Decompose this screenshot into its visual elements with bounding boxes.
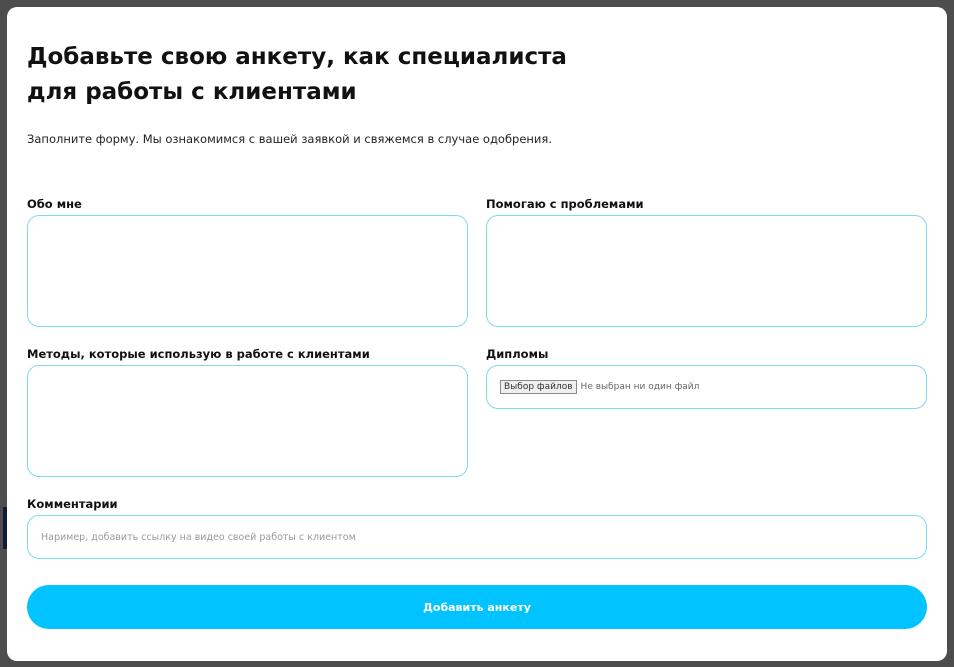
comments-input[interactable] xyxy=(27,515,927,559)
file-status-text: Не выбран ни один файл xyxy=(580,382,700,392)
diplomas-file-input[interactable] xyxy=(486,365,927,409)
about-label: Обо мне xyxy=(27,197,82,211)
choose-files-button[interactable]: Выбор файлов xyxy=(500,380,577,394)
comments-label: Комментарии xyxy=(27,497,118,511)
modal-title-line-2: для работы с клиентами xyxy=(27,79,357,105)
methods-label: Методы, которые использую в работе с клиентами xyxy=(27,347,370,361)
methods-textarea[interactable] xyxy=(27,365,468,477)
modal-title-line-1: Добавьте свою анкету, как специалиста xyxy=(27,44,567,70)
diplomas-label: Дипломы xyxy=(486,347,549,361)
problems-textarea[interactable] xyxy=(486,215,927,327)
modal-subtitle: Заполните форму. Мы ознакомимся с вашей заявкой и свяжемся в случае одобрения. xyxy=(27,132,552,146)
submit-application-button[interactable]: Добавить анкету xyxy=(27,585,927,629)
specialist-application-modal xyxy=(7,7,947,661)
about-textarea[interactable] xyxy=(27,215,468,327)
problems-label: Помогаю с проблемами xyxy=(486,197,644,211)
modal-title xyxy=(27,40,587,110)
